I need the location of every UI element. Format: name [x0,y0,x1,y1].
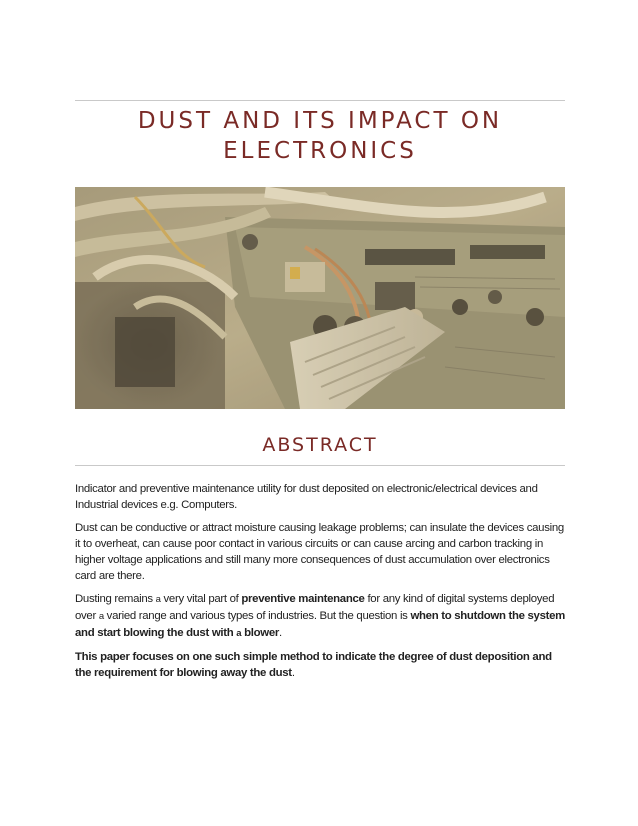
abstract-heading: ABSTRACT [262,434,378,456]
paragraph-4 [75,649,565,681]
circuit-board-illustration [75,187,565,409]
p4-end: . [291,667,295,679]
p3-text-c: for any kind of digital systems deployed over [75,593,555,622]
title-line-1: DUST AND ITS IMPACT ON [137,108,503,134]
p3-text-b: very vital part of [160,593,242,605]
title-top-rule [75,100,565,101]
abstract-body [75,481,565,688]
p3-text-d: varied range and various types of industries. But the question is [103,610,411,622]
p4-bold: This paper focuses on one such simple method to indicate the degree of dust deposition and the requirement for blowing away the dust [75,651,552,679]
paragraph-1: Indicator and preventive maintenance utility for dust deposited on electronic/electrical devices and Industrial devices e.g. Computers. [75,483,538,511]
p3-small-d: a [236,628,242,639]
p3-text-a: Dusting remains [75,593,156,605]
abstract-rule [75,465,565,466]
p3-small-c: a [98,611,104,622]
paragraph-2: Dust can be conductive or attract moisture causing leakage problems; can insulate the devices causing it to overheat, can cause poor contact in various circuits or can cause arcing and carbon tracking in higher voltage applications and still many more consequences of dust accumulation over electronics card are there. [75,522,564,582]
title-line-2: ELECTRONICS [223,138,417,164]
p3-text-e: . [279,627,282,639]
p3-small-a: a [155,594,161,605]
page-title [75,106,565,166]
paragraph-3 [75,591,565,642]
p3-bold-when-to-shutdown: when to shutdown the system and start blowing the dust with [75,610,565,639]
p3-bold-preventive-maintenance: preventive maintenance [241,593,365,605]
p3-bold-blower: blower [241,627,280,639]
dusty-circuit-board-photo [75,187,565,409]
